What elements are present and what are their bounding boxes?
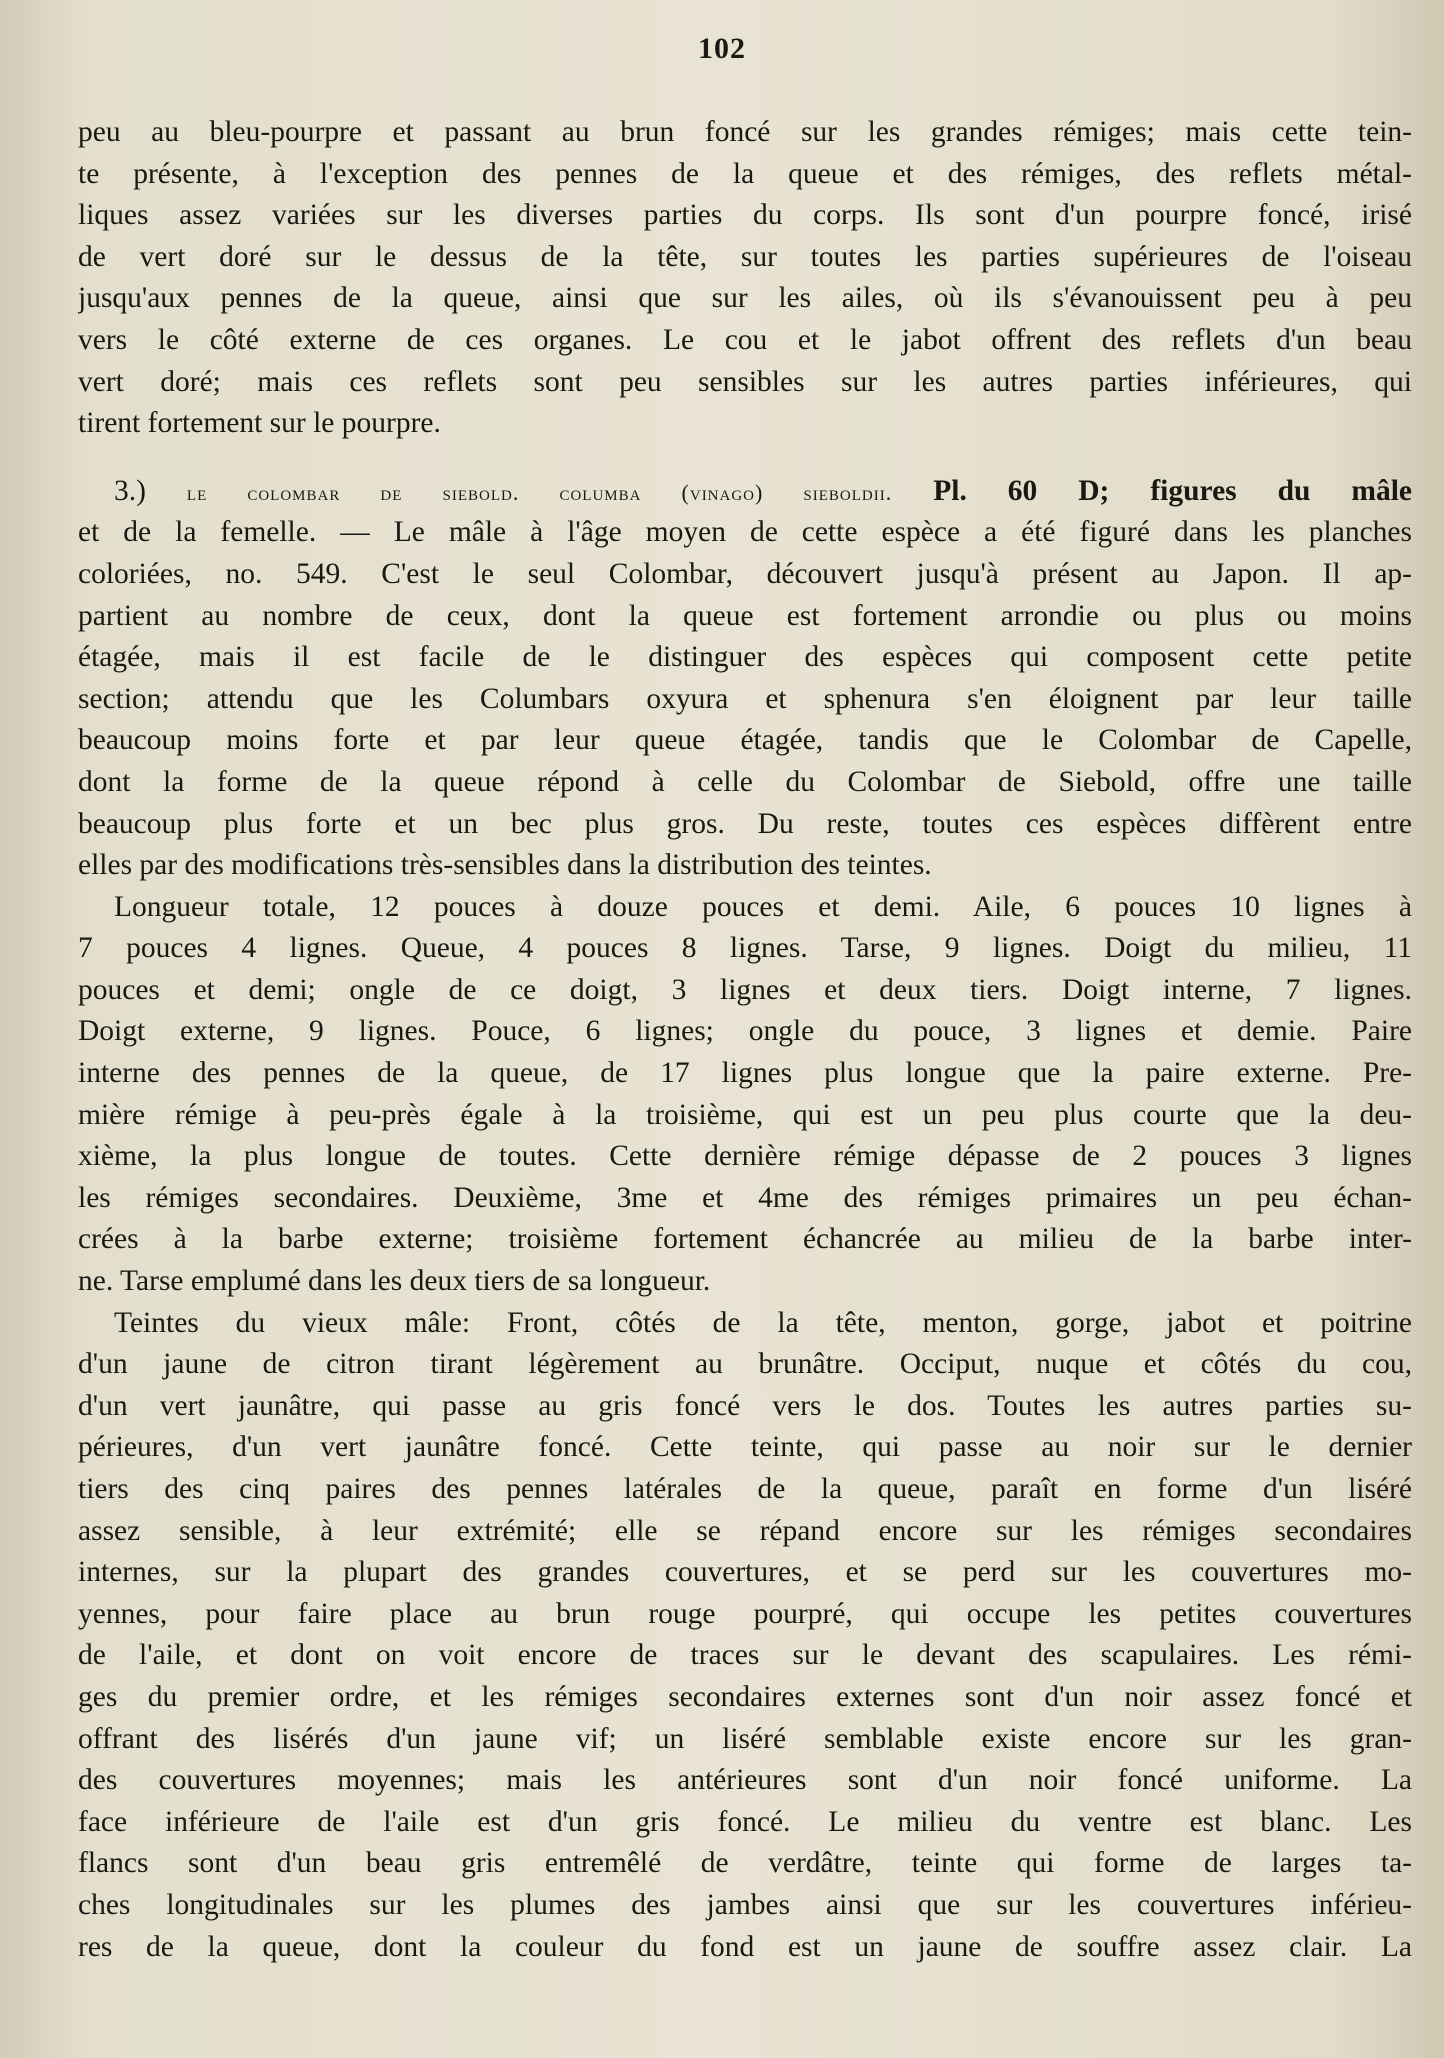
text-line: les rémiges secondaires. Deuxième, 3me et 4me des rémiges primaires un peu échan-	[78, 1181, 1412, 1214]
plate-reference: Pl. 60 D; figures du mâle	[933, 474, 1412, 507]
text-line: internes, sur la plupart des grandes couvertures, et se perd sur les couvertures mo-	[78, 1556, 1412, 1589]
paragraph-measurements	[78, 887, 1412, 1303]
text-line: vert doré; mais ces reflets sont peu sensibles sur les autres parties inférieures, qui	[78, 365, 1412, 398]
text-line: d'un vert jaunâtre, qui passe au gris foncé vers le dos. Toutes les autres parties su-	[78, 1389, 1412, 1422]
species-number: 3.)	[114, 474, 146, 507]
species-heading	[78, 471, 1412, 513]
text-line: liques assez variées sur les diverses parties du corps. Ils sont d'un pourpre foncé, irisé	[78, 199, 1412, 232]
text-line: vers le côté externe de ces organes. Le cou et le jabot offrent des reflets d'un beau	[78, 323, 1412, 356]
text-line: section; attendu que les Columbars oxyura et sphenura s'en éloignent par leur taille	[78, 682, 1412, 715]
text-line: partient au nombre de ceux, dont la queue est fortement arrondie ou plus ou moins	[78, 599, 1412, 632]
paragraph-colombar-siebold	[78, 471, 1412, 887]
text-line: te présente, à l'exception des pennes de la queue et des rémiges, des reflets métal-	[78, 157, 1412, 190]
text-line: elles par des modifications très-sensibles dans la distribution des teintes.	[78, 849, 932, 882]
text-line: ne. Tarse emplumé dans les deux tiers de sa longueur.	[78, 1265, 711, 1298]
text-line: peu au bleu-pourpre et passant au brun foncé sur les grandes rémiges; mais cette tein-	[78, 116, 1412, 148]
text-line: dont la forme de la queue répond à celle du Colombar de Siebold, offre une taille	[78, 765, 1412, 798]
text-line: 7 pouces 4 lignes. Queue, 4 pouces 8 lignes. Tarse, 9 lignes. Doigt du milieu, 11	[78, 932, 1412, 965]
text-line: crées à la barbe externe; troisième fortement échancrée au milieu de la barbe inter-	[78, 1223, 1412, 1256]
text-line: tirent fortement sur le pourpre.	[78, 407, 441, 440]
text-line: ches longitudinales sur les plumes des jambes ainsi que sur les couvertures inférieu-	[78, 1888, 1412, 1921]
text-line: de l'aile, et dont on voit encore de traces sur le devant des scapulaires. Les rémi-	[78, 1639, 1412, 1672]
text-line: étagée, mais il est facile de le distinguer des espèces qui composent cette petite	[78, 641, 1412, 674]
text-line: tiers des cinq paires des pennes latérales de la queue, paraît en forme d'un liséré	[78, 1473, 1412, 1505]
paragraph-colors-adult-male	[78, 1303, 1412, 1969]
text-line: Teintes du vieux mâle: Front, côtés de la tête, menton, gorge, jabot et poitrine	[114, 1306, 1412, 1339]
text-line: pouces et demi; ongle de ce doigt, 3 lignes et deux tiers. Doigt interne, 7 lignes.	[78, 973, 1412, 1006]
text-line: interne des pennes de la queue, de 17 lignes plus longue que la paire externe. Pre-	[78, 1057, 1412, 1090]
text-line: flancs sont d'un beau gris entremêlé de verdâtre, teinte qui forme de larges ta-	[78, 1847, 1412, 1880]
text-line: offrant des lisérés d'un jaune vif; un liséré semblable existe encore sur les gran-	[78, 1722, 1412, 1755]
text-line: coloriées, no. 549. C'est le seul Colombar, découvert jusqu'à présent au Japon. Il ap-	[78, 557, 1412, 590]
text-body	[78, 112, 1412, 1968]
text-line: des couvertures moyennes; mais les antérieures sont d'un noir foncé uniforme. La	[78, 1764, 1412, 1797]
paragraph-plumage-reflets	[78, 112, 1412, 445]
text-line: Longueur totale, 12 pouces à douze pouces et demi. Aile, 6 pouces 10 lignes à	[114, 890, 1412, 923]
text-line: mière rémige à peu-près égale à la troisième, qui est un peu plus courte que la deu-	[78, 1098, 1412, 1131]
text-line: ges du premier ordre, et les rémiges secondaires externes sont d'un noir assez foncé et	[78, 1680, 1412, 1713]
text-line: de vert doré sur le dessus de la tête, sur toutes les parties supérieures de l'oiseau	[78, 240, 1412, 273]
text-line: périeures, d'un vert jaunâtre foncé. Cette teinte, qui passe au noir sur le dernier	[78, 1431, 1412, 1464]
text-line: et de la femelle. — Le mâle à l'âge moyen de cette espèce a été figuré dans les planches	[78, 516, 1412, 549]
text-line: res de la queue, dont la couleur du fond est un jaune de souffre assez clair. La	[78, 1930, 1412, 1963]
text-line: jusqu'aux pennes de la queue, ainsi que sur les ailes, où ils s'évanouissent peu à peu	[78, 282, 1412, 315]
text-line: yennes, pour faire place au brun rouge pourpré, qui occupe les petites couvertures	[78, 1597, 1412, 1630]
text-line: assez sensible, à leur extrémité; elle se répand encore sur les rémiges secondaires	[78, 1514, 1412, 1547]
species-name: le colombar de siebold. columba (vinago) sieboldii.	[186, 479, 893, 505]
text-line: d'un jaune de citron tirant légèrement au brunâtre. Occiput, nuque et côtés du cou,	[78, 1348, 1412, 1381]
text-line: beaucoup plus forte et un bec plus gros. Du reste, toutes ces espèces diffèrent entre	[78, 807, 1412, 840]
text-line: face inférieure de l'aile est d'un gris foncé. Le milieu du ventre est blanc. Les	[78, 1805, 1412, 1838]
text-line: Doigt externe, 9 lignes. Pouce, 6 lignes; ongle du pouce, 3 lignes et demie. Paire	[78, 1015, 1412, 1048]
text-line: xième, la plus longue de toutes. Cette dernière rémige dépasse de 2 pouces 3 lignes	[78, 1140, 1412, 1173]
text-line: beaucoup moins forte et par leur queue étagée, tandis que le Colombar de Capelle,	[78, 724, 1412, 757]
page-number: 102	[698, 32, 746, 65]
